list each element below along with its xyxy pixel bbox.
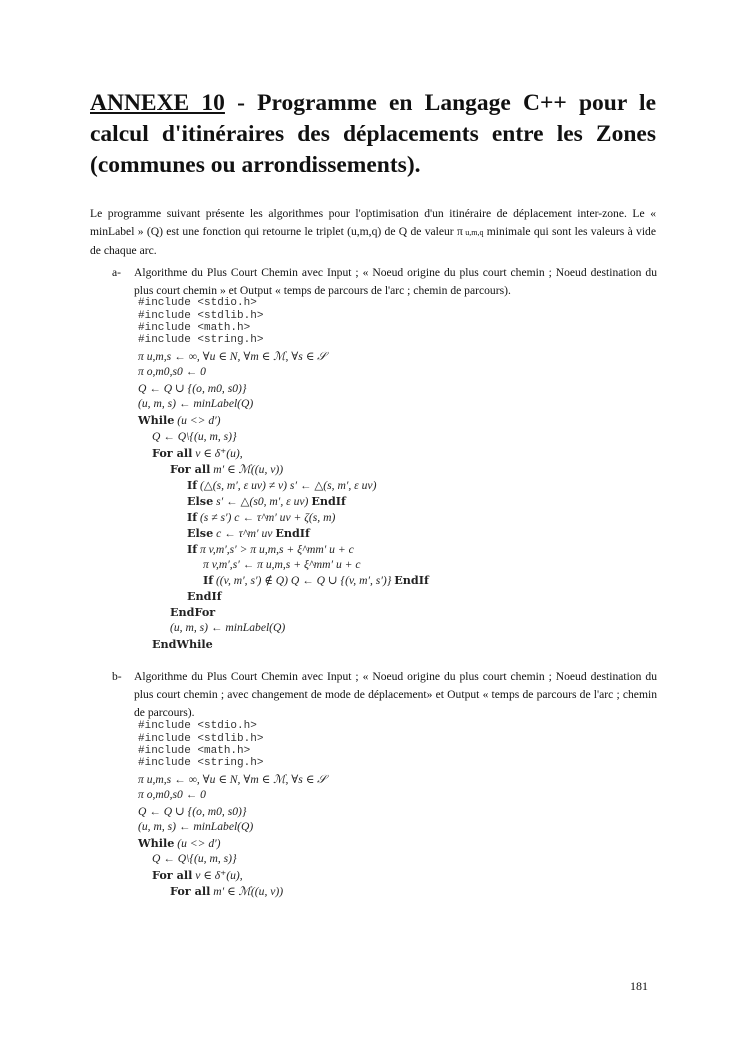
code-line: For all m′ ∈ ℳ((u, v)): [170, 884, 284, 898]
section-a-heading: [112, 264, 657, 300]
section-b-letter: b-: [112, 670, 122, 683]
code-line: For all v ∈ δ⁺(u),: [152, 868, 243, 882]
code-line: #include <string.h>: [138, 334, 264, 346]
code-line: For all v ∈ δ⁺(u),: [152, 446, 243, 460]
code-line: π o,m0,s0 ← 0: [138, 365, 206, 378]
section-a-letter: a-: [112, 266, 122, 279]
code-line: Q ← Q\{(u, m, s)}: [152, 852, 237, 865]
code-line: Q ← Q ∪ {(o, m0, s0)}: [138, 382, 247, 395]
section-a-text: Algorithme du Plus Court Chemin avec Input ; « Noeud origine du plus court chemin ; Noeud destination du plus court chemin » et Output « temps de parcours de l'arc ; chemin de parcours).: [134, 266, 657, 297]
intro-paragraph: [90, 205, 656, 260]
code-line: #include <math.h>: [138, 322, 251, 334]
code-line: (u, m, s) ← minLabel(Q): [138, 397, 254, 410]
code-line: While (u <> d′): [138, 836, 221, 850]
code-line: π o,m0,s0 ← 0: [138, 788, 206, 801]
page-number: 181: [630, 979, 648, 993]
intro-text-1: Le programme suivant présente les algorithmes pour l'optimisation d'un itinéraire de déplacement inter-zone. Le « minLabel » (Q) est une fonction qui retourne le triplet (u,m,q) de Q de valeur: [90, 207, 656, 238]
code-line: EndFor: [170, 605, 216, 619]
code-line: Q ← Q\{(u, m, s)}: [152, 430, 237, 443]
code-line: EndIf: [187, 589, 222, 603]
code-line: π u,m,s ← ∞, ∀u ∈ N, ∀m ∈ ℳ, ∀s ∈ 𝒮: [138, 773, 327, 786]
pi-subscript: u,m,q: [462, 228, 484, 237]
code-line: If ((v, m′, s′) ∉ Q) Q ← Q ∪ {(v, m′, s′)} EndIf: [203, 573, 429, 587]
code-line: #include <stdio.h>: [138, 720, 257, 732]
code-line: #include <stdlib.h>: [138, 310, 264, 322]
code-line: π u,m,s ← ∞, ∀u ∈ N, ∀m ∈ ℳ, ∀s ∈ 𝒮: [138, 350, 327, 363]
code-line: While (u <> d′): [138, 413, 221, 427]
code-line: For all m′ ∈ ℳ((u, v)): [170, 462, 284, 476]
code-line: π v,m′,s′ ← π u,m,s + ξ^mm′ u + c: [203, 558, 361, 571]
code-line: Q ← Q ∪ {(o, m0, s0)}: [138, 805, 247, 818]
code-line: If (△(s, m′, ε uv) ≠ ν) s′ ← △(s, m′, ε uv): [187, 478, 377, 492]
code-line: Else s′ ← △(s0, m′, ε uv) EndIf: [187, 494, 346, 508]
code-line: If π v,m′,s′ > π u,m,s + ξ^mm′ u + c: [187, 542, 354, 556]
code-line: #include <stdlib.h>: [138, 733, 264, 745]
code-line: #include <math.h>: [138, 745, 251, 757]
code-line: (u, m, s) ← minLabel(Q): [138, 820, 254, 833]
page-title: [90, 88, 656, 181]
code-line: #include <string.h>: [138, 757, 264, 769]
code-line: If (s ≠ s′) c ← τ^m′ uv + ζ(s, m): [187, 510, 336, 524]
code-line: #include <stdio.h>: [138, 297, 257, 309]
code-line: (u, m, s) ← minLabel(Q): [170, 621, 286, 634]
section-b-heading: [112, 668, 657, 722]
pi-symbol: π: [456, 225, 463, 238]
section-b-text: Algorithme du Plus Court Chemin avec Input ; « Noeud origine du plus court chemin ; Noeud destination du plus court chemin ; avec changement de mode de déplacement» et Output « temps de parcours de l'arc ; chemin de parcours).: [134, 670, 657, 719]
code-line: EndWhile: [152, 637, 213, 651]
intro-text-2: minimale qui sont les valeurs à vide de chaque arc.: [90, 225, 657, 257]
annexe-label: ANNEXE 10: [90, 90, 225, 116]
code-line: Else c ← τ^m′ uv EndIf: [187, 526, 310, 540]
title-text: - Programme en Langage C++ pour le calcul d'itinéraires des déplacements entre les Zones (communes ou arrondissements).: [90, 90, 657, 178]
